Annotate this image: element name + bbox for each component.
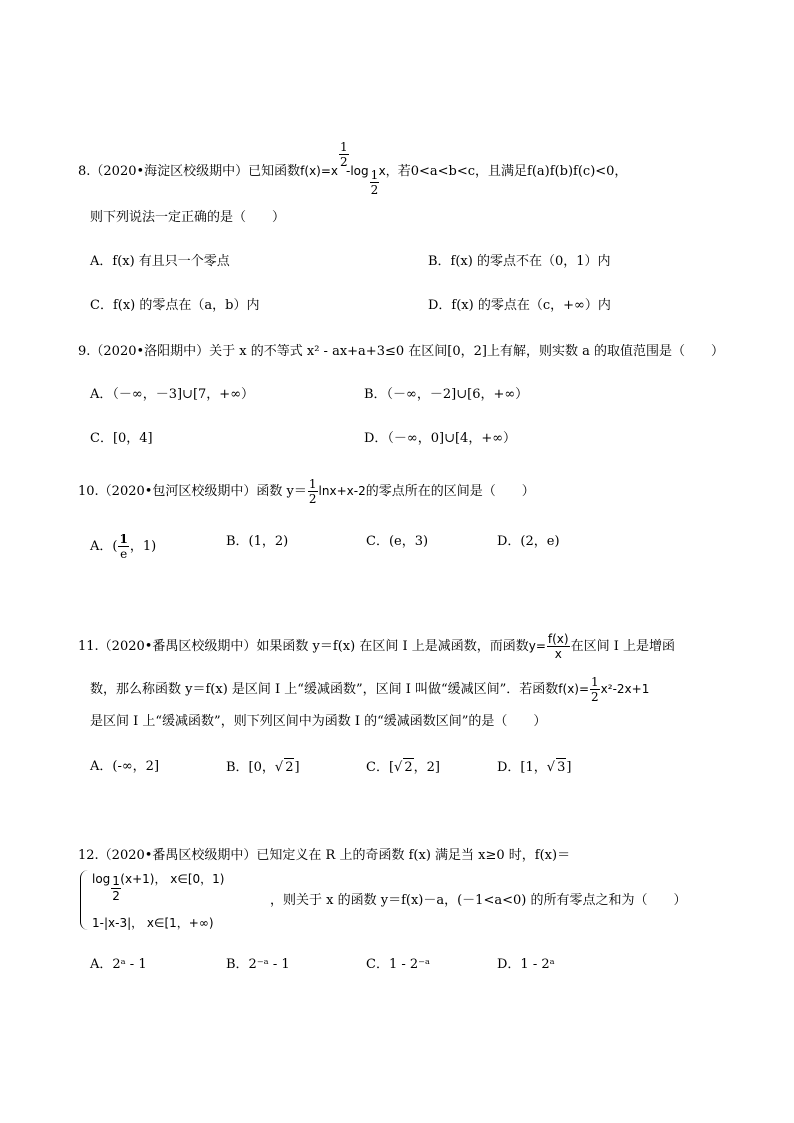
q10-prefix: 10.（2020•包河区校级期中）函数 y＝ (78, 484, 307, 499)
q12-option-c[interactable]: C．1 - 2⁻ᵃ (366, 957, 431, 972)
q10-option-a[interactable]: A．( $\frac{1}{e}$ ，1) (90, 532, 157, 561)
q8-option-b[interactable]: B．f(x) 的零点不在（0，1）内 (428, 254, 611, 269)
q8-log-arg: x， (378, 164, 398, 178)
question-10-text (78, 478, 535, 505)
question-9-text: 9.（2020•洛阳期中）关于 x 的不等式 x² - ax+a+3≤0 在区间[0，2]上有解，则实数 a 的取值范围是（ ） (78, 344, 724, 359)
q8-option-a[interactable]: A．f(x) 有且只一个零点 (90, 254, 230, 269)
q12-case-2: 1-|x-3|， x∈[1，+∞) (92, 916, 214, 930)
q8-exponent: $\frac{1}{2}$ (340, 140, 348, 169)
q10-option-b[interactable]: B．(1，2) (226, 534, 289, 549)
q12-case-1: log $\frac{1}{2}$ (x+1)， x∈[0，1) (92, 872, 225, 903)
question-8-line-2: 则下列说法一定正确的是（ ） (90, 210, 286, 225)
q8-option-c[interactable]: C．f(x) 的零点在（a，b）内 (90, 298, 260, 313)
q11-option-c[interactable]: C．[√ 2，2] (366, 760, 440, 775)
q11-option-a[interactable]: A．(-∞，2] (90, 759, 160, 774)
q8-condition: 若0<a<b<c，且满足f(a)f(b)f(c)<0， (397, 164, 628, 179)
q12-option-b[interactable]: B．2⁻ᵃ - 1 (226, 957, 290, 972)
q12-option-d[interactable]: D．1 - 2ᵃ (497, 957, 555, 972)
q8-option-d[interactable]: D．f(x) 的零点在（c，+∞）内 (428, 298, 611, 313)
question-11-line-2: 数，那么称函数 y＝f(x) 是区间 I 上“缓减函数”，区间 I 叫做“缓减区间”．若函数f(x)= $\frac{1}{2}$ x²-2x+1 (90, 675, 650, 704)
question-8-line-1 (78, 140, 628, 197)
q12-piecewise-brace (80, 870, 89, 930)
q9-option-b[interactable]: B．（－∞，－2]∪[6，+∞） (364, 387, 529, 402)
q9-option-a[interactable]: A．（－∞，－3]∪[7，+∞） (90, 387, 255, 402)
q10-fraction: $\frac{1}{2}$ (308, 477, 317, 506)
q10-option-d[interactable]: D．(2，e) (497, 534, 560, 549)
q11-option-b[interactable]: B．[0，√ 2] (226, 760, 300, 775)
q11-option-d[interactable]: D．[1，√ 3] (497, 760, 572, 775)
q10-expression: lnx+x-2 (318, 484, 366, 498)
q8-log: -log (346, 164, 369, 178)
question-11-line-3: 是区间 I 上“缓减函数”，则下列区间中为函数 I 的“缓减函数区间”的是（ ） (90, 714, 547, 729)
q11-fraction: $\frac{f(x)}{x}$ (547, 632, 569, 661)
question-12-line-1: 12.（2020•番禺区校级期中）已知定义在 R 上的奇函数 f(x) 满足当 x≥0 时，f(x)＝ (78, 848, 571, 863)
q10-suffix: 的零点所在的区间是（ ） (365, 484, 535, 499)
q9-option-c[interactable]: C．[0，4] (90, 431, 153, 446)
q8-log-base: $\frac{1}{2}$ (370, 168, 379, 197)
q8-fx: f(x)=x (300, 164, 339, 178)
q8-prefix: 8.（2020•海淀区校级期中）已知函数 (78, 164, 301, 179)
q10-option-a-fraction: $\frac{1}{e}$ (119, 532, 128, 561)
q11-half-fraction: $\frac{1}{2}$ (591, 675, 599, 704)
question-11-line-1: 11.（2020•番禺区校级期中）如果函数 y＝f(x) 在区间 I 上是减函数，而函数y= $\frac{f(x)}{x}$ 在区间 I 上是增函 (78, 632, 675, 661)
q10-option-c[interactable]: C．(e，3) (366, 534, 429, 549)
q12-option-a[interactable]: A．2ᵃ - 1 (90, 957, 147, 972)
q12-tail-text: ，则关于 x 的函数 y＝f(x)－a，(－1<a<0) 的所有零点之和为（ ） (270, 893, 687, 908)
q9-option-d[interactable]: D．（－∞，0]∪[4，+∞） (364, 431, 517, 446)
q12-log-base: $\frac{1}{2}$ (112, 874, 120, 903)
